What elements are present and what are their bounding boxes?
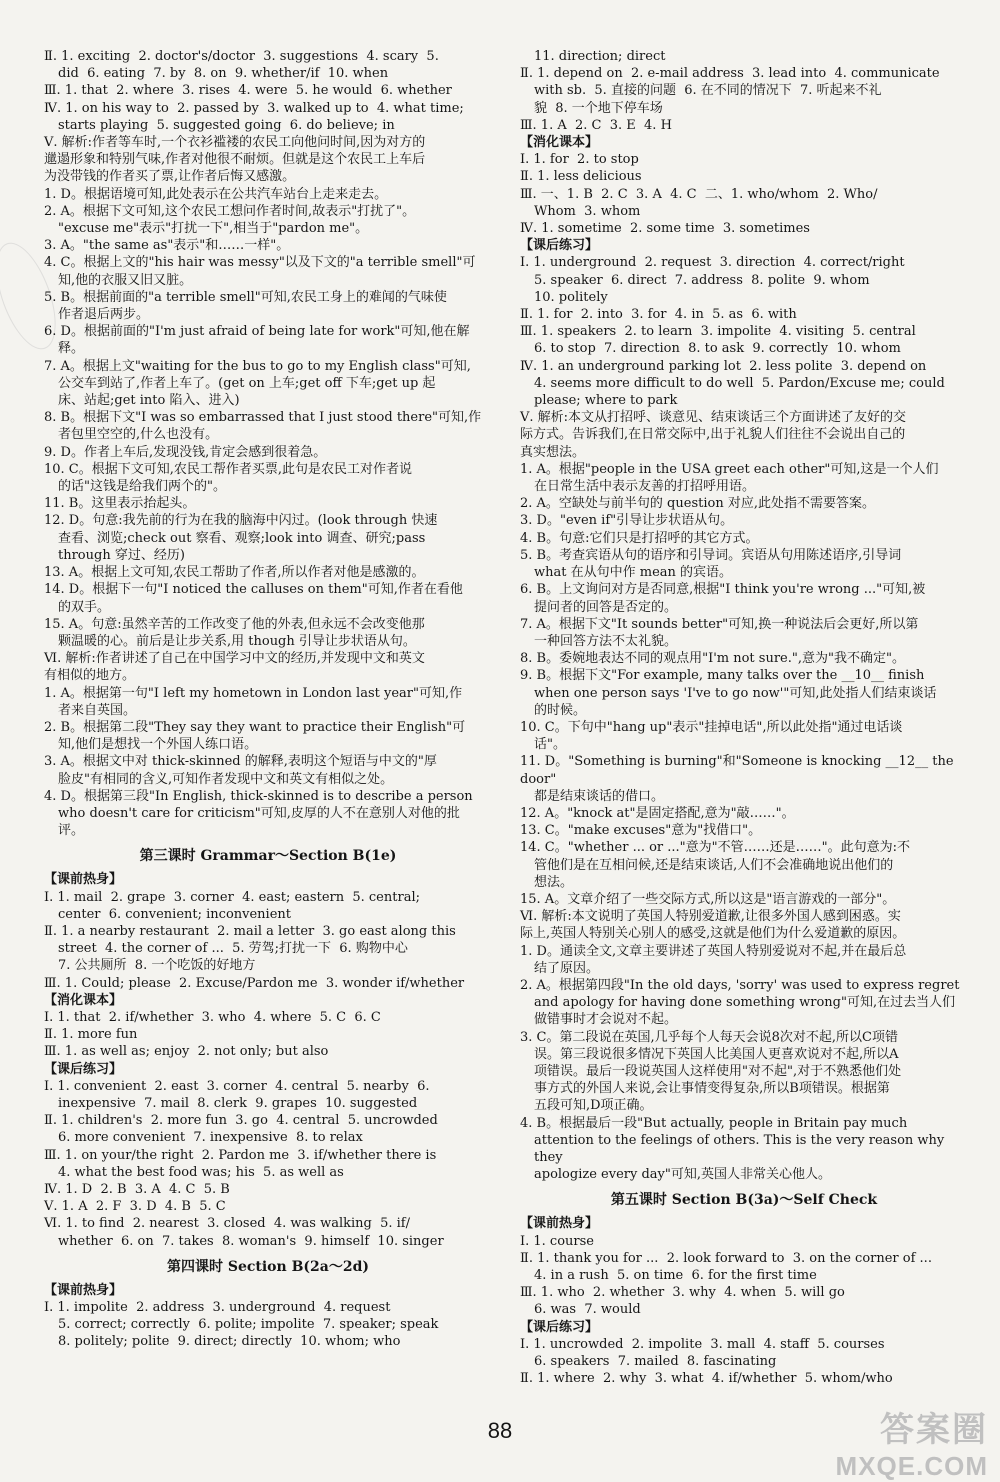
answer-line: 者来自英国。 [58, 702, 137, 718]
section-title: 第五课时 Section B(3a)～Self Check [610, 1192, 878, 1209]
answer-line: 2. B。根据第二段"They say they want to practice their English"可 [44, 719, 466, 735]
answer-line: Ⅱ. 1. for 2. into 3. for 4. in 5. as 6. with [520, 307, 797, 323]
answer-line: 管他们是在互相问候,还是结束谈话,人们不会准确地说出他们的 [534, 857, 894, 873]
answer-line: 15. A。文章介绍了一些交际方式,所以这是"语言游戏的一部分"。 [520, 891, 896, 907]
answer-line: 释。 [58, 341, 85, 357]
answer-line: 际上,英国人特别关心别人的感受,这就是他们为什么爱道歉的原因。 [520, 926, 906, 942]
answer-line: 都是结束谈话的借口。 [534, 788, 665, 804]
answer-line: 在日常生活中表示友善的打招呼用语。 [534, 479, 756, 495]
answer-line: 11. D。"Something is burning"和"Someone is knocking __12__ the door" [520, 754, 958, 787]
answer-line: Ⅲ. 1. that 2. where 3. rises 4. were 5. he would 6. whether [44, 83, 452, 99]
answer-line: 9. D。作者上车后,发现没钱,肯定会感到很着急。 [44, 444, 327, 460]
answer-line: 6. was 7. would [534, 1302, 641, 1318]
answer-line: street 4. the corner of ... 5. 劳驾;打扰一下 6. 购物中心 [58, 941, 408, 957]
section-title: 第四课时 Section B(2a～2d) [166, 1258, 369, 1275]
answer-line: 想法。 [534, 874, 574, 890]
answer-line: 6. to stop 7. direction 8. to ask 9. correctly 10. whom [534, 341, 901, 357]
answer-line: 4. in a rush 5. on time 6. for the first time [534, 1268, 817, 1284]
answer-line: 15. A。句意:虽然辛苦的工作改变了他的外表,但永远不会改变他那 [44, 616, 425, 632]
answer-line: 者包里空空的,什么也没有。 [58, 427, 219, 443]
subsection-heading: 【课后练习】 [520, 1319, 599, 1335]
answer-line: Ⅴ. 解析:本文从打招呼、谈意见、结束谈话三个方面讲述了友好的交 [520, 410, 907, 426]
left-column [44, 48, 492, 1351]
answer-line: 10. politely [534, 289, 608, 305]
answer-line: Ⅰ. 1. impolite 2. address 3. underground 4. request [44, 1300, 391, 1316]
answer-line: 项错误。最后一段说英国人这样使用"对不起",对于不熟悉他们处 [534, 1063, 902, 1079]
answer-line: 5. B。根据前面的"a terrible smell"可知,农民工身上的难闻的气味使 [44, 289, 447, 305]
answer-line: 11. direction; direct [534, 49, 666, 64]
answer-line: did 6. eating 7. by 8. on 9. whether/if 10. when [58, 66, 389, 82]
answer-line: Ⅲ. 1. on your/the right 2. Pardon me 3. if/whether there is [44, 1147, 437, 1163]
answer-line: Ⅴ. 1. A 2. F 3. D 4. B 5. C [44, 1199, 226, 1215]
answer-line: Ⅱ. 1. more fun [44, 1027, 138, 1043]
answer-line: 4. C。根据上文的"his hair was messy"以及下文的"a terrible smell"可 [44, 255, 476, 271]
answer-line: Ⅱ. 1. less delicious [520, 169, 642, 185]
answer-line: when one person says 'I've to go now'"可知,此处指人们结束谈话 [534, 685, 937, 701]
answer-line: Ⅰ. 1. uncrowded 2. impolite 3. mall 4. staff 5. courses [520, 1336, 885, 1352]
answer-line: Ⅰ. 1. that 2. if/whether 3. who 4. where 5. C 6. C [44, 1009, 381, 1025]
answer-line: Whom 3. whom [534, 203, 641, 219]
answer-line: 4. what the best food was; his 5. as well as [58, 1164, 344, 1180]
answer-line: 查看、浏览;check out 察看、观察;look into 调查、研究;pass [58, 530, 426, 546]
answer-line: 4. B。句意:它们只是打招呼的其它方式。 [520, 530, 759, 546]
answer-line: 2. A。根据第四段"In the old days, 'sorry' was used to express regret [520, 977, 960, 993]
answer-line: Ⅰ. 1. mail 2. grape 3. corner 4. east; eastern 5. central; [44, 889, 420, 905]
answer-line: 1. A。根据"people in the USA greet each other"可知,这是一个人们 [520, 461, 939, 477]
answer-line: 的双手。 [58, 599, 111, 615]
answer-line: inexpensive 7. mail 8. clerk 9. grapes 10. suggested [58, 1095, 418, 1111]
answer-line: Ⅵ. 解析:本文说明了英国人特别爱道歉,让很多外国人感到困惑。实 [520, 909, 901, 925]
answer-line: 知,他的衣服又旧又脏。 [58, 272, 193, 288]
answer-line: 3. A。"the same as"表示"和……一样"。 [44, 238, 290, 254]
answer-line: 5. B。考查宾语从句的语序和引导词。宾语从句用陈述语序,引导词 [520, 547, 902, 563]
subsection-heading: 【课前热身】 [520, 1216, 599, 1232]
answer-line: Ⅵ. 1. to find 2. nearest 3. closed 4. was walking 5. if/ [44, 1216, 410, 1232]
section-title: 第三课时 Grammar～Section B(1e) [139, 848, 397, 865]
answer-line: 结了原因。 [534, 960, 600, 976]
answer-line: Ⅰ. 1. for 2. to stop [520, 152, 639, 168]
answer-line: 6. speakers 7. mailed 8. fascinating [534, 1354, 777, 1370]
answer-line: apologize every day"可知,英国人非常关心他人。 [534, 1167, 831, 1183]
subsection-heading: 【消化课本】 [44, 992, 123, 1008]
answer-line: please; where to park [534, 393, 678, 409]
answer-line: whether 6. on 7. takes 8. woman's 9. himself 10. singer [58, 1233, 444, 1249]
answer-line: 2. A。空缺处与前半句的 question 对应,此处指不需要答案。 [520, 496, 875, 512]
answer-line: 貌 8. 一个地下停车场 [534, 100, 663, 116]
answer-line: 14. C。"whether ... or ..."意为"不管……还是……"。此句意为:不 [520, 840, 910, 856]
answer-line: 4. B。根据最后一段"But actually, people in Britain pay much [520, 1115, 908, 1131]
answer-line: 6. more convenient 7. inexpensive 8. to relax [58, 1130, 363, 1146]
answer-line: "excuse me"表示"打扰一下",相当于"pardon me"。 [58, 221, 369, 237]
answer-line: 6. B。上文询问对方是否同意,根据"I think you're wrong ..."可知,被 [520, 582, 926, 598]
page-number: 88 [487, 1418, 513, 1443]
answer-line: 7. A。根据下文"It sounds better"可知,换一种说法后会更好,所以第 [520, 616, 919, 632]
subsection-heading: 【课后练习】 [44, 1061, 123, 1077]
answer-line: attention to the feelings of others. This is the very reason why they [534, 1132, 949, 1165]
subsection-heading: 【课后练习】 [520, 238, 599, 254]
answer-line: with sb. 5. 直接的问题 6. 在不同的情况下 7. 听起来不礼 [534, 83, 882, 99]
answer-line: 的时候。 [534, 702, 587, 718]
answer-line: Ⅰ. 1. course [520, 1233, 594, 1249]
answer-line: Ⅲ. 1. A 2. C 3. E 4. H [520, 117, 672, 133]
answer-line: 3. C。第二段说在英国,几乎每个人每天会说8次对不起,所以C项错 [520, 1029, 898, 1045]
answer-line: 7. A。根据上文"waiting for the bus to go to my English class"可知, [44, 358, 471, 374]
subsection-heading: 【课前热身】 [44, 872, 123, 888]
watermark-title: 答案圈 [880, 1411, 988, 1449]
answer-line: 5. correct; correctly 6. polite; impolite 7. speaker; speak [58, 1317, 439, 1333]
answer-line: 事方式的外国人来说,会让事情变得复杂,所以B项错误。根据第 [534, 1081, 890, 1097]
answer-line: 颗温暖的心。前后是让步关系,用 though 引导让步状语从句。 [58, 633, 416, 649]
answer-line: Ⅰ. 1. underground 2. request 3. direction 4. correct/right [520, 255, 905, 271]
answer-line: 际方式。告诉我们,在日常交际中,出于礼貌人们往往不会说出自己的 [520, 427, 906, 443]
answer-line: Ⅲ. 1. who 2. whether 3. why 4. when 5. will go [520, 1285, 845, 1301]
answer-line: Ⅱ. 1. exciting 2. doctor's/doctor 3. suggestions 4. scary 5. [44, 49, 439, 64]
answer-line: 12. D。句意:我先前的行为在我的脑海中闪过。(look through 快速 [44, 513, 438, 529]
answer-line: Ⅳ. 1. sometime 2. some time 3. sometimes [520, 221, 810, 237]
answer-line: Ⅰ. 1. convenient 2. east 3. corner 4. central 5. nearby 6. [44, 1078, 430, 1094]
answer-line: 一种回答方法不太礼貌。 [534, 633, 678, 649]
answer-line: Ⅴ. 解析:作者等车时,一个衣衫褴褛的农民工向他问时间,因为对方的 [44, 135, 426, 151]
answer-line: and apology for having done something wrong"可知,在过去当人们 [534, 995, 956, 1011]
answer-line: 9. B。根据下文"For example, many talks over the __10__ finish [520, 668, 925, 684]
answer-line: 作者退后两步。 [58, 307, 150, 323]
answer-line: 13. C。"make excuses"意为"找借口"。 [520, 823, 762, 839]
answer-line: 邋遢形象和特别气味,作者对他很不耐烦。但就是这个农民工上车后 [44, 152, 426, 168]
answer-line: 为没带钱的作者买了票,让作者后悔又感激。 [44, 169, 296, 185]
answer-line: 4. D。根据第三段"In English, thick-skinned is to describe a person [44, 788, 473, 804]
answer-line: 1. A。根据第一句"I left my hometown in London last year"可知,作 [44, 685, 463, 701]
answer-line: Ⅱ. 1. a nearby restaurant 2. mail a letter 3. go east along this [44, 923, 456, 939]
answer-line: Ⅳ. 1. on his way to 2. passed by 3. walked up to 4. what time; [44, 100, 464, 116]
answer-line: Ⅲ. 1. Could; please 2. Excuse/Pardon me 3. wonder if/whether [44, 975, 465, 991]
answer-line: 7. 公共厕所 8. 一个吃饭的好地方 [58, 958, 256, 974]
answer-line: 3. D。"even if"引导让步状语从句。 [520, 513, 734, 529]
answer-line: 提问者的回答是否定的。 [534, 599, 678, 615]
answer-line: 8. politely; polite 9. direct; directly 10. whom; who [58, 1334, 401, 1350]
answer-line: 8. B。根据下文"I was so embarrassed that I just stood there"可知,作 [44, 410, 482, 426]
answer-line: Ⅲ. 1. as well as; enjoy 2. not only; but also [44, 1044, 329, 1060]
answer-line: Ⅳ. 1. an underground parking lot 2. less polite 3. depend on [520, 358, 927, 374]
answer-line: 6. D。根据前面的"I'm just afraid of being late for work"可知,他在解 [44, 324, 470, 340]
answer-line: 误。第三段说很多情况下英国人比美国人更喜欢说对不起,所以A [534, 1046, 899, 1062]
answer-line: 10. C。根据下文可知,农民工帮作者买票,此句是农民工对作者说 [44, 461, 413, 477]
answer-line: 公交车到站了,作者上车了。(get on 上车;get off 下车;get up 起 [58, 375, 436, 391]
answer-line: 14. D。根据下一句"I noticed the calluses on them"可知,作者在看他 [44, 582, 463, 598]
answer-line: 11. B。这里表示抬起头。 [44, 496, 196, 512]
answer-line: center 6. convenient; inconvenient [58, 906, 291, 922]
answer-line: 做错事时才会说对不起。 [534, 1012, 678, 1028]
answer-line: Ⅵ. 解析:作者讲述了自己在中国学习中文的经历,并发现中文和英文 [44, 651, 425, 667]
answer-line: Ⅲ. 一、1. B 2. C 3. A 4. C 二、1. who/whom 2. Who/ [520, 186, 878, 202]
watermark [836, 1402, 988, 1482]
answer-line: 8. B。委婉地表达不同的观点用"I'm not sure.",意为"我不确定"。 [520, 651, 905, 667]
answer-line: 2. A。根据下文可知,这个农民工想问作者时间,故表示"打扰了"。 [44, 203, 416, 219]
subsection-heading: 【课前热身】 [44, 1282, 123, 1298]
subsection-heading: 【消化课本】 [520, 135, 599, 151]
answer-line: Ⅳ. 1. D 2. B 3. A 4. C 5. B [44, 1182, 230, 1197]
answer-line: 1. D。根据语境可知,此处表示在公共汽车站台上走来走去。 [44, 186, 388, 202]
answer-line: 4. seems more difficult to do well 5. Pardon/Excuse me; could [534, 375, 945, 391]
watermark-site: MXQE.COM [835, 1451, 988, 1481]
answer-line: who doesn't care for criticism"可知,皮厚的人不在意别人对他的批 [58, 805, 460, 821]
answer-line: 床、站起;get into 陷入、进入) [58, 393, 240, 409]
answer-line: Ⅱ. 1. where 2. why 3. what 4. if/whether 5. whom/who [520, 1371, 893, 1387]
answer-line: 话"。 [534, 737, 566, 753]
answer-line: 13. A。根据上文可知,农民工帮助了作者,所以作者对他是感激的。 [44, 565, 425, 581]
answer-line: Ⅱ. 1. depend on 2. e-mail address 3. lead into 4. communicate [520, 66, 940, 82]
answer-line: 知,他们是想找一个外国人练口语。 [58, 737, 258, 753]
answer-line: 五段可知,D项正确。 [534, 1098, 653, 1114]
answer-line: 1. D。通读全文,文章主要讲述了英国人特别爱说对不起,并在最后总 [520, 943, 907, 959]
answer-line: what 在从句中作 mean 的宾语。 [534, 565, 733, 581]
answer-line: 12. A。"knock at"是固定搭配,意为"敲……"。 [520, 805, 795, 821]
answer-line: through 穿过、经历) [58, 547, 185, 563]
right-column [520, 48, 968, 1387]
answer-line: 5. speaker 6. direct 7. address 8. polite 9. whom [534, 272, 870, 288]
answer-line: Ⅱ. 1. children's 2. more fun 3. go 4. central 5. uncrowded [44, 1113, 438, 1129]
answer-line: 评。 [58, 823, 85, 839]
answer-line: 10. C。下句中"hang up"表示"挂掉电话",所以此处指"通过电话谈 [520, 719, 903, 735]
answer-line: 有相似的地方。 [44, 668, 136, 684]
answer-line: starts playing 5. suggested going 6. do believe; in [58, 117, 395, 133]
answer-line: 3. A。根据文中对 thick-skinned 的解释,表明这个短语与中文的"厚 [44, 754, 437, 770]
answer-line: Ⅱ. 1. thank you for ... 2. look forward to 3. on the corner of ... [520, 1250, 932, 1266]
answer-line: 脸皮"有相同的含义,可知作者发现中文和英文有相似之处。 [58, 771, 394, 787]
answer-line: 的话"这钱是给我们两个的"。 [58, 479, 226, 495]
answer-line: 真实想法。 [520, 444, 586, 460]
answer-line: Ⅲ. 1. speakers 2. to learn 3. impolite 4. visiting 5. central [520, 324, 916, 340]
